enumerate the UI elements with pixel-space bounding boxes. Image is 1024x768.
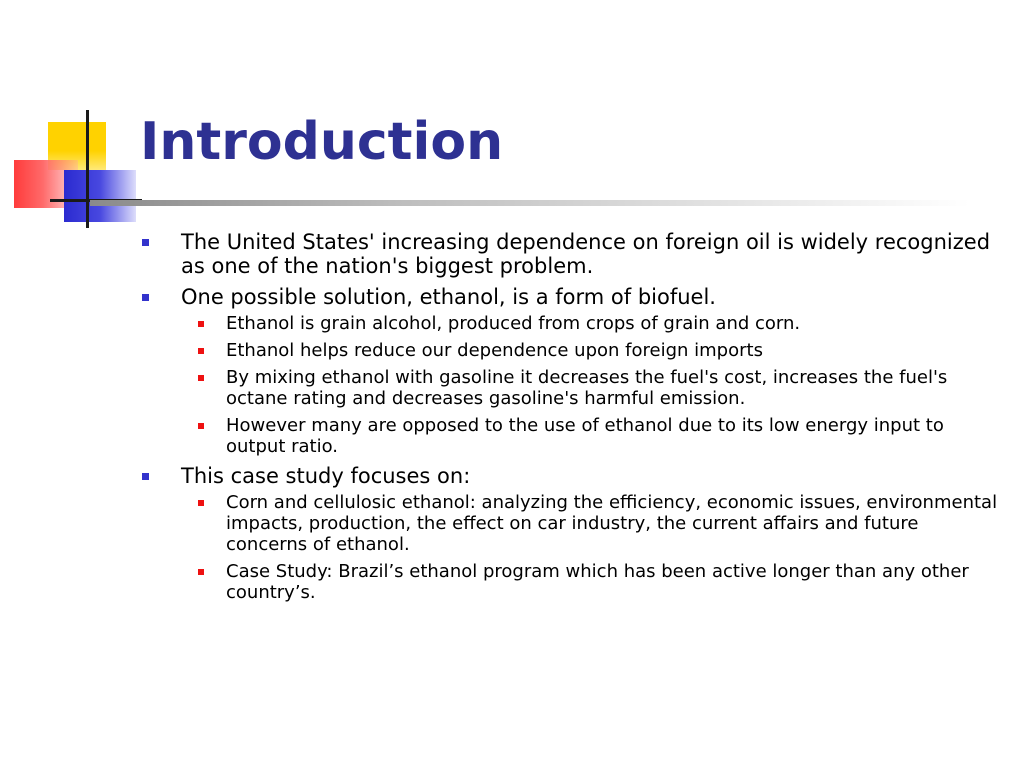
sub-bullet-text: Corn and cellulosic ethanol: analyzing the efficiency, economic issues, environmental impacts, production, the effect on car industry, the current affairs and future concerns of ethanol. [226, 492, 998, 555]
bullet-text: This case study focuses on: [181, 464, 471, 488]
bullet-item [142, 464, 1002, 603]
bullet-square-icon [142, 473, 149, 480]
sub-bullet-square-icon [198, 321, 204, 327]
sub-bullet-item [181, 340, 1002, 361]
bullet-text: One possible solution, ethanol, is a form of biofuel. [181, 285, 716, 309]
slide-body [142, 230, 1002, 610]
sub-bullet-square-icon [198, 348, 204, 354]
sub-bullet-text: Ethanol is grain alcohol, produced from crops of grain and corn. [226, 313, 801, 334]
sub-bullet-square-icon [198, 375, 204, 381]
sub-bullet-list [181, 492, 1002, 603]
slide-title: Introduction [140, 112, 504, 172]
bullet-text: The United States' increasing dependence on foreign oil is widely recognized as one of the nation's biggest problem. [181, 230, 991, 278]
sub-bullet-item [181, 492, 1002, 555]
sub-bullet-text: Case Study: Brazil’s ethanol program which has been active longer than any other country’s. [226, 561, 969, 603]
bullet-item [142, 285, 1002, 457]
sub-bullet-item [181, 561, 1002, 603]
sub-bullet-list [181, 313, 1002, 457]
sub-bullet-text: Ethanol helps reduce our dependence upon foreign imports [226, 340, 763, 361]
sub-bullet-text: However many are opposed to the use of ethanol due to its low energy input to output ratio. [226, 415, 944, 457]
sub-bullet-item [181, 415, 1002, 457]
sub-bullet-square-icon [198, 423, 204, 429]
sub-bullet-square-icon [198, 569, 204, 575]
title-underline [90, 200, 970, 206]
sub-bullet-item [181, 313, 1002, 334]
bullet-list [142, 230, 1002, 603]
bullet-square-icon [142, 294, 149, 301]
bullet-item [142, 230, 1002, 278]
bullet-square-icon [142, 239, 149, 246]
blue-square [64, 170, 136, 222]
sub-bullet-item [181, 367, 1002, 409]
sub-bullet-text: By mixing ethanol with gasoline it decreases the fuel's cost, increases the fuel's octane rating and decreases gasoline's harmful emission. [226, 367, 948, 409]
sub-bullet-square-icon [198, 500, 204, 506]
vertical-line [86, 110, 89, 228]
